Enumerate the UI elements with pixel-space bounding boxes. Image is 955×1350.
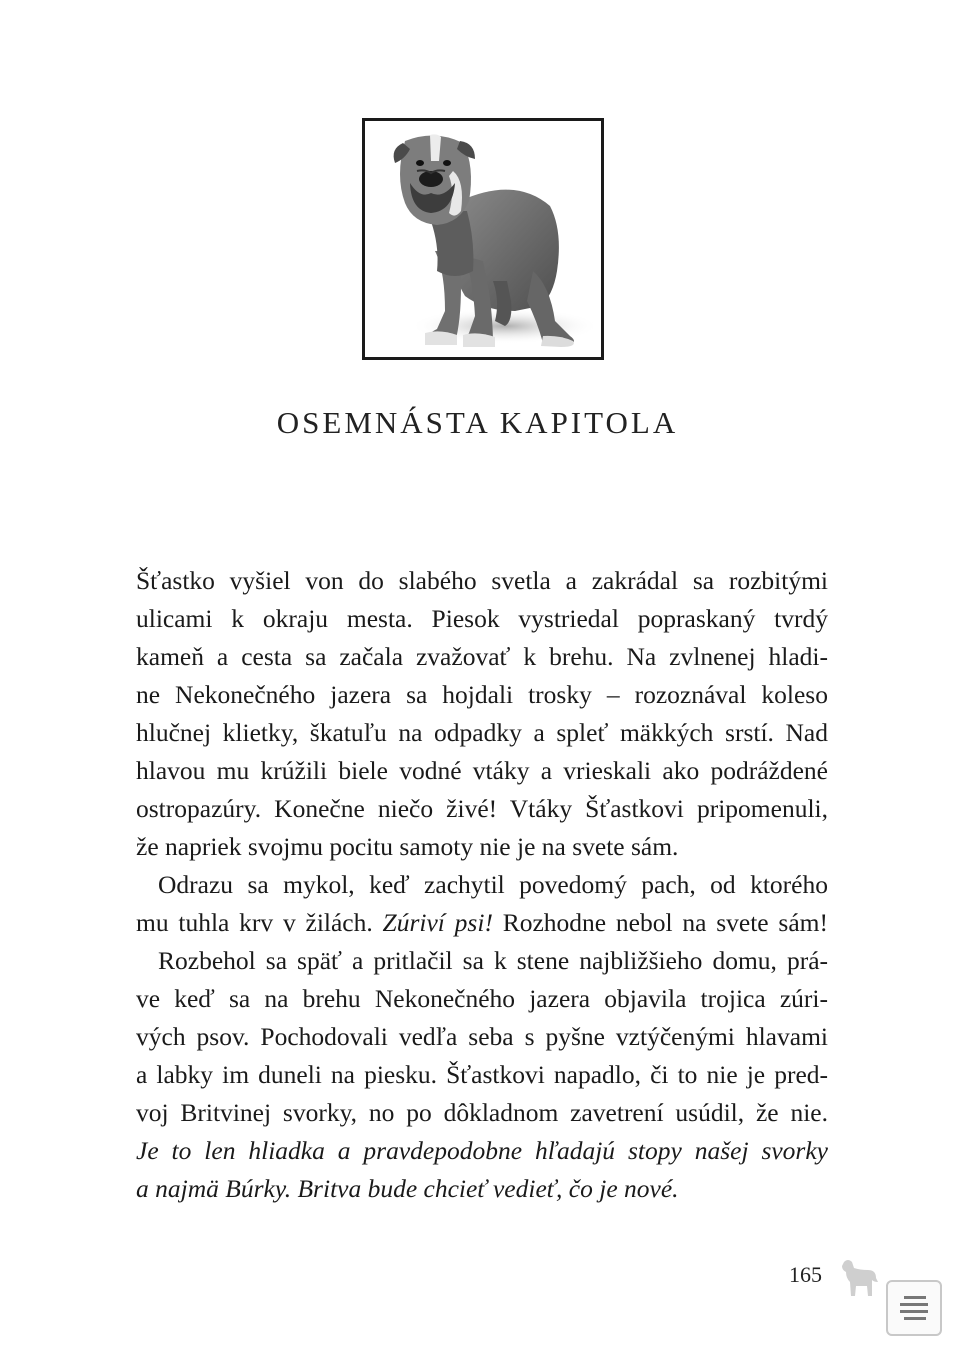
- bulldog-image: [365, 121, 601, 357]
- menu-lines-icon: [898, 1294, 930, 1324]
- text-run: mu tuhla krv v žilách.: [136, 908, 383, 937]
- chapter-illustration: [362, 118, 604, 360]
- text-line: Odrazu sa mykol, keď zachytil povedomý pach, od ktorého: [158, 870, 828, 899]
- text-line: vých psov. Pochodovali vedľa seba s pyšne vztýčenými hlavami: [136, 1022, 828, 1051]
- text-line: kameň a cesta sa začala zvažovať k brehu. Na zvlnenej hladi-: [136, 642, 828, 671]
- text-line: Rozbehol sa späť a pritlačil sa k stene najbližšieho domu, prá-: [158, 946, 828, 975]
- text-line: a labky im duneli na piesku. Šťastkovi napadlo, či to nie je pred-: [136, 1060, 828, 1089]
- text-line: voj Britvinej svorky, no po dôkladnom zavetrení usúdil, že nie.: [136, 1098, 828, 1127]
- text-line: hlavou mu krúžili biele vodné vtáky a vrieskali ako podráždené: [136, 756, 828, 785]
- text-line: [136, 904, 828, 942]
- emphasis-text: Zúriví psi!: [382, 908, 493, 937]
- chapter-body: [136, 562, 828, 1208]
- dog-silhouette-icon: [838, 1256, 880, 1307]
- text-run: Rozhodne nebol na svete sám!: [492, 908, 828, 937]
- page-number: 165: [789, 1262, 822, 1287]
- text-line: ulicami k okraju mesta. Piesok vystriedal popraskaný tvrdý: [136, 604, 828, 633]
- text-line: Šťastko vyšiel von do slabého svetla a zakrádal sa rozbitými: [136, 566, 828, 595]
- text-line: Je to len hliadka a pravdepodobne hľadajú stopy našej svorky: [136, 1136, 828, 1165]
- text-line: hlučnej klietky, škatuľu na odpadky a spleť mäkkých srstí. Nad: [136, 718, 828, 747]
- menu-button[interactable]: [886, 1280, 942, 1336]
- text-line: a najmä Búrky. Britva bude chcieť vedieť, čo je nové.: [136, 1174, 679, 1203]
- chapter-title: OSEMNÁSTA KAPITOLA: [276, 405, 679, 440]
- text-line: ve keď sa na brehu Nekonečného jazera objavila trojica zúri-: [136, 984, 828, 1013]
- text-line: ne Nekonečného jazera sa hojdali trosky – rozoznával koleso: [136, 680, 828, 709]
- text-line: že napriek svojmu pocitu samoty nie je na svete sám.: [136, 832, 679, 861]
- text-line: ostropazúry. Konečne niečo živé! Vtáky Šťastkovi pripomenuli,: [136, 794, 828, 823]
